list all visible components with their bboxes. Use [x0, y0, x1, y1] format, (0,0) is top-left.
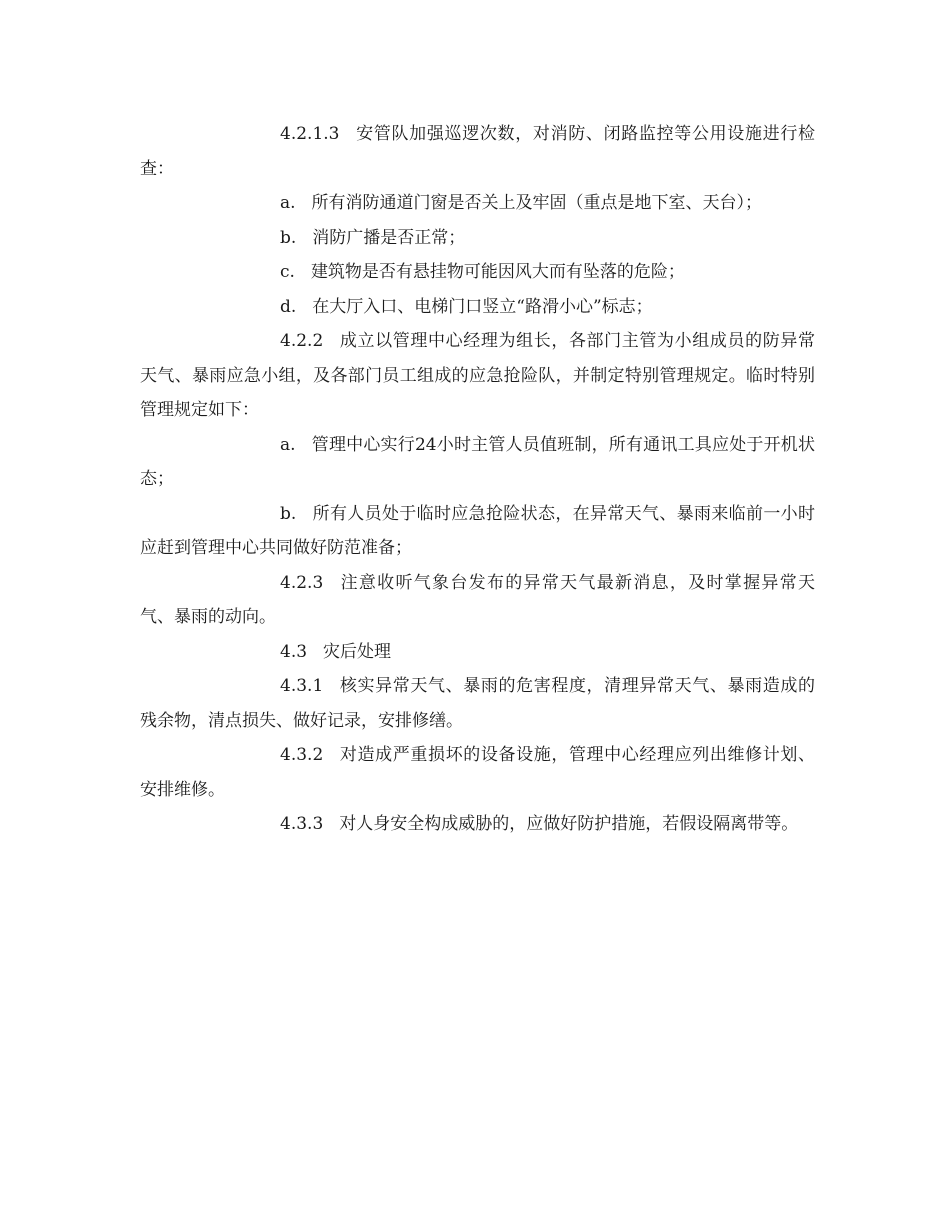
clause-number: b. — [280, 503, 297, 524]
clause-text: 消防广播是否正常； — [312, 227, 466, 248]
clause-number: 4.3 — [280, 641, 308, 662]
clause-text: 对人身安全构成威胁的，应做好防护措施，若假设隔离带等。 — [339, 814, 799, 834]
clause-number: 4.2.3 — [280, 572, 324, 593]
paragraph-4-3-2 — [140, 738, 815, 807]
paragraph-item-a — [140, 186, 815, 221]
clause-text: 核实异常天气、暴雨的危害程度，清理异常天气、暴雨造成的残余物，清点损失、做好记录，安排修缮。 — [140, 676, 815, 731]
paragraph-4-3-3 — [140, 807, 815, 842]
clause-text: 对造成严重损坏的设备设施，管理中心经理应列出维修计划、安排维修。 — [140, 745, 815, 800]
clause-text: 安管队加强巡逻次数，对消防、闭路监控等公用设施进行检查： — [140, 124, 815, 179]
paragraph-item-c — [140, 255, 815, 290]
document-body — [140, 117, 815, 842]
clause-text: 建筑物是否有悬挂物可能因风大而有坠落的危险； — [310, 262, 685, 282]
clause-number: c. — [280, 262, 295, 282]
paragraph-item-d — [140, 290, 815, 325]
clause-text: 灾后处理 — [323, 641, 392, 662]
paragraph-rule-b — [140, 497, 815, 566]
clause-number: 4.3.3 — [280, 814, 324, 834]
clause-text: 管理中心实行24小时主管人员值班制，所有通讯工具应处于开机状态； — [140, 434, 815, 489]
paragraph-item-b — [140, 221, 815, 256]
clause-number: a. — [280, 434, 296, 455]
clause-number: b. — [280, 227, 297, 248]
clause-text: 成立以管理中心经理为组长，各部门主管为小组成员的防异常天气、暴雨应急小组，及各部门员工组成的应急抢险队，并制定特别管理规定。临时特别管理规定如下： — [140, 331, 815, 420]
paragraph-rule-a — [140, 428, 815, 497]
paragraph-4-2-2 — [140, 324, 815, 428]
paragraph-4-2-1-3 — [140, 117, 815, 186]
clause-number: 4.2.2 — [280, 331, 324, 351]
clause-number: a. — [280, 193, 296, 213]
clause-text: 所有消防通道门窗是否关上及牢固（重点是地下室、天台）； — [311, 193, 763, 213]
clause-text: 在大厅入口、电梯门口竖立“路滑小心”标志； — [312, 296, 653, 317]
clause-text: 注意收听气象台发布的异常天气最新消息，及时掌握异常天气、暴雨的动向。 — [140, 572, 815, 627]
clause-text: 所有人员处于临时应急抢险状态，在异常天气、暴雨来临前一小时应赶到管理中心共同做好防范准备； — [140, 503, 815, 558]
paragraph-4-3-1 — [140, 669, 815, 738]
clause-number: 4.3.1 — [280, 676, 324, 696]
clause-number: d. — [280, 296, 297, 317]
clause-number: 4.3.2 — [280, 745, 324, 765]
paragraph-4-2-3 — [140, 566, 815, 635]
clause-number: 4.2.1.3 — [280, 124, 340, 144]
section-heading-4-3 — [140, 635, 815, 670]
